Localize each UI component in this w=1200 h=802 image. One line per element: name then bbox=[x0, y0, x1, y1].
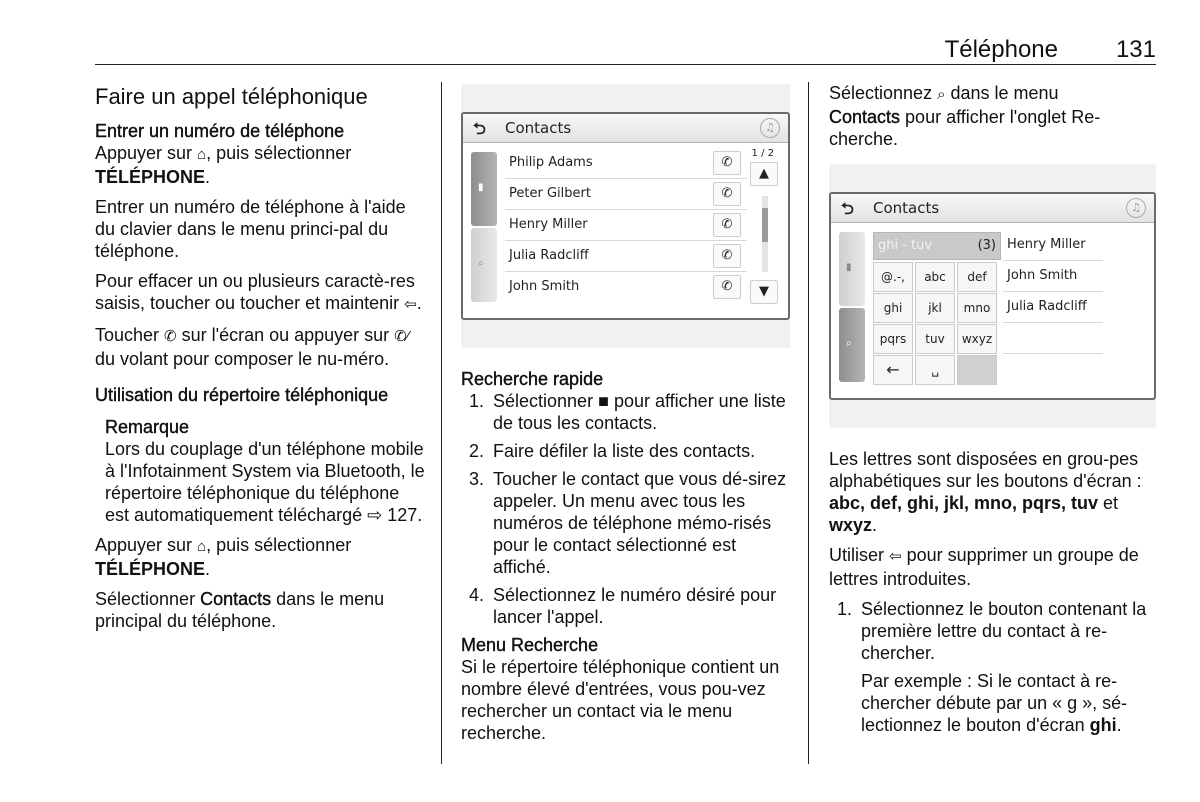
list-item: 1. Sélectionnez le bouton contenant la première lettre du contact à re-chercher. Par exemple : Si le contact à re-chercher débute par un « g », sé-lectionnez le bouton d'écran ghi. bbox=[837, 599, 1147, 735]
key-button[interactable]: wxyz bbox=[957, 324, 997, 354]
result-item[interactable]: John Smith bbox=[1003, 261, 1103, 292]
search-query-field[interactable]: ghi - tuv (3) bbox=[873, 232, 1001, 260]
screen-title: Contacts bbox=[873, 199, 940, 217]
phone-icon: ✆ bbox=[164, 328, 177, 345]
steering-wheel-phone-icon: ✆⁄ bbox=[394, 328, 410, 345]
section-heading: Faire un appel téléphonique bbox=[95, 84, 368, 109]
key-button[interactable]: jkl bbox=[915, 293, 955, 323]
paragraph: Si le répertoire téléphonique contient un nombre élevé d'entrées, vous pou-vez rechercher un contact via le menu recherche. bbox=[461, 657, 780, 743]
note-title: Remarque bbox=[105, 417, 190, 437]
paragraph: Toucher ✆ sur l'écran ou appuyer sur ✆⁄ du volant pour composer le nu-méro. bbox=[95, 325, 410, 369]
blank-key bbox=[957, 355, 997, 385]
phone-icon[interactable]: ✆ bbox=[713, 213, 741, 237]
result-item[interactable]: Henry Miller bbox=[1003, 230, 1103, 261]
note-text: Lors du couplage d'un téléphone mobile à l'Infotainment System via Bluetooth, le répertoire téléphonique du téléphone est automatiquement téléchargé ⇨ 127. bbox=[105, 439, 425, 525]
music-note-icon[interactable]: ♫ bbox=[760, 118, 780, 138]
key-button[interactable]: abc bbox=[915, 262, 955, 292]
subheading-quick-search: Recherche rapide bbox=[461, 369, 604, 389]
paragraph: Appuyer sur ⌂, puis sélectionner TÉLÉPHONE. bbox=[95, 143, 352, 187]
list-item: 2. Faire défiler la liste des contacts. bbox=[469, 441, 756, 461]
home-icon: ⌂ bbox=[197, 146, 207, 163]
subheading-phonebook: Utilisation du répertoire téléphonique bbox=[95, 385, 389, 405]
result-item bbox=[1003, 354, 1103, 384]
paragraph: Utiliser ⇦ pour supprimer un groupe de lettres introduites. bbox=[829, 545, 1139, 589]
list-item[interactable]: Julia Radcliff ✆ bbox=[505, 241, 747, 272]
column-2 bbox=[461, 368, 791, 752]
key-button[interactable]: pqrs bbox=[873, 324, 913, 354]
home-icon: ⌂ bbox=[197, 538, 207, 555]
contacts-icon: ■ bbox=[598, 391, 609, 411]
screenshot-contacts-list bbox=[461, 84, 790, 348]
scroll-up-button[interactable]: ▲ bbox=[750, 162, 778, 186]
column-divider bbox=[808, 82, 809, 764]
note-box bbox=[95, 416, 425, 526]
search-tab[interactable]: ⌕ bbox=[471, 228, 497, 302]
key-button[interactable]: ghi bbox=[873, 293, 913, 323]
list-item[interactable]: Philip Adams ✆ bbox=[505, 148, 747, 179]
contacts-tab[interactable]: ▮ bbox=[839, 232, 865, 306]
backspace-icon: ⇦ bbox=[889, 548, 902, 565]
phone-icon[interactable]: ✆ bbox=[713, 244, 741, 268]
result-item bbox=[1003, 323, 1103, 354]
paragraph: Les lettres sont disposées en grou-pes alphabétiques sur les boutons d'écran : abc, def, ghi, jkl, mno, pqrs, tuv et wxyz. bbox=[829, 449, 1142, 535]
section-title: Téléphone bbox=[944, 36, 1058, 63]
screenshot-contacts-search bbox=[829, 164, 1156, 428]
screen-title-bar bbox=[831, 194, 1154, 223]
result-item[interactable]: Julia Radcliff bbox=[1003, 292, 1103, 323]
page-header bbox=[95, 34, 1156, 65]
backspace-key[interactable]: ← bbox=[873, 355, 913, 385]
screen-title-bar bbox=[463, 114, 788, 143]
back-icon[interactable]: ⮌ bbox=[473, 119, 486, 138]
backspace-icon: ⇦ bbox=[404, 296, 417, 313]
column-1 bbox=[95, 82, 425, 640]
column-3-lower bbox=[829, 448, 1159, 742]
scroll-down-button[interactable]: ▼ bbox=[750, 280, 778, 304]
contacts-tab[interactable]: ▮ bbox=[471, 152, 497, 226]
list-item[interactable]: Peter Gilbert ✆ bbox=[505, 179, 747, 210]
steps-list bbox=[461, 390, 791, 628]
paragraph: Pour effacer un ou plusieurs caractè-res saisis, toucher ou toucher et maintenir ⇦. bbox=[95, 270, 425, 316]
search-tab[interactable]: ⌕ bbox=[839, 308, 865, 382]
column-3 bbox=[829, 82, 1159, 158]
phone-icon[interactable]: ✆ bbox=[713, 182, 741, 206]
list-item: 3. Toucher le contact que vous dé-sirez appeler. Un menu avec tous les numéros de téléphone mémo-risés pour le contact sélectionné est affiché. bbox=[469, 469, 787, 577]
steps-list bbox=[829, 598, 1159, 736]
list-item: 1. Sélectionner ■ pour afficher une liste de tous les contacts. bbox=[469, 391, 786, 433]
paragraph: Sélectionner Contacts dans le menu principal du téléphone. bbox=[95, 589, 385, 631]
list-item[interactable]: Henry Miller ✆ bbox=[505, 210, 747, 241]
screen-title: Contacts bbox=[505, 119, 572, 137]
paragraph: Entrer un numéro de téléphone à l'aide du clavier dans le menu princi-pal du téléphone. bbox=[95, 197, 406, 261]
page-indicator: 1 / 2 bbox=[751, 148, 774, 159]
back-icon[interactable]: ⮌ bbox=[841, 199, 854, 218]
scrollbar[interactable] bbox=[762, 196, 768, 272]
search-icon: ⌕ bbox=[937, 86, 946, 103]
subheading-enter-number: Entrer un numéro de téléphone bbox=[95, 121, 345, 141]
column-divider bbox=[441, 82, 442, 764]
page-ref: ⇨ 127. bbox=[367, 505, 423, 525]
key-button[interactable]: def bbox=[957, 262, 997, 292]
key-button[interactable]: mno bbox=[957, 293, 997, 323]
phone-icon[interactable]: ✆ bbox=[713, 275, 741, 299]
page-number: 131 bbox=[1115, 36, 1156, 63]
phone-icon[interactable]: ✆ bbox=[713, 151, 741, 175]
list-item: 4. Sélectionnez le numéro désiré pour lancer l'appel. bbox=[469, 585, 777, 627]
key-button[interactable]: @.-, bbox=[873, 262, 913, 292]
music-note-icon[interactable]: ♫ bbox=[1126, 198, 1146, 218]
space-key[interactable]: ␣ bbox=[915, 355, 955, 385]
paragraph: Appuyer sur ⌂, puis sélectionner TÉLÉPHONE. bbox=[95, 535, 352, 579]
subheading-search-menu: Menu Recherche bbox=[461, 635, 599, 655]
paragraph: Sélectionnez ⌕ dans le menu Contacts pour afficher l'onglet Re-cherche. bbox=[829, 83, 1101, 149]
list-item[interactable]: John Smith ✆ bbox=[505, 272, 747, 302]
key-button[interactable]: tuv bbox=[915, 324, 955, 354]
